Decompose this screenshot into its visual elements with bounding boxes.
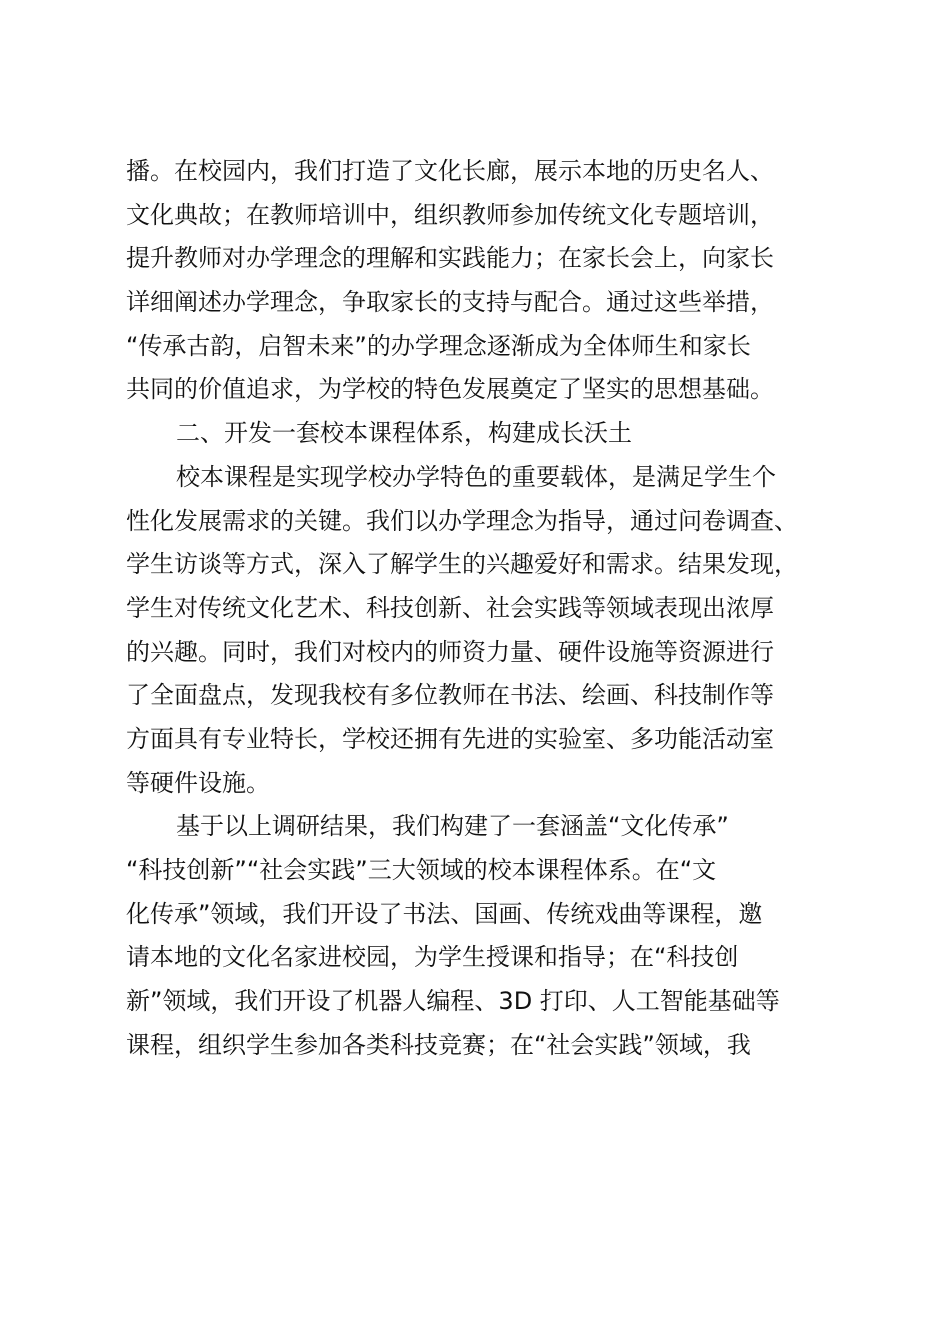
paragraph-line: 学生访谈等方式，深入了解学生的兴趣爱好和需求。结果发现， (126, 550, 798, 579)
paragraph-line: 新”领域，我们开设了机器人编程、3D 打印、人工智能基础等 (126, 987, 780, 1016)
section-heading: 二、开发一套校本课程体系，构建成长沃土 (176, 419, 632, 448)
paragraph-line: 化传承”领域，我们开设了书法、国画、传统戏曲等课程，邀 (126, 899, 763, 928)
paragraph-1 (126, 150, 834, 412)
paragraph-line: 共同的价值追求，为学校的特色发展奠定了坚实的思想基础。 (126, 375, 774, 404)
paragraph-line: 请本地的文化名家进校园，为学生授课和指导；在“科技创 (126, 943, 739, 972)
paragraph-line: 基于以上调研结果，我们构建了一套涵盖“文化传承” (176, 812, 729, 841)
paragraph-line: “科技创新”“社会实践”三大领域的校本课程体系。在“文 (126, 856, 717, 884)
paragraph-3 (126, 805, 834, 1067)
paragraph-line: 等硬件设施。 (126, 768, 270, 797)
paragraph-line: 学生对传统文化艺术、科技创新、社会实践等领域表现出浓厚 (126, 593, 774, 622)
paragraph-line: 方面具有专业特长，学校还拥有先进的实验室、多功能活动室 (126, 724, 774, 753)
paragraph-line: 提升教师对办学理念的理解和实践能力；在家长会上，向家长 (126, 244, 774, 273)
paragraph-2 (126, 456, 834, 806)
paragraph-line: 详细阐述办学理念，争取家长的支持与配合。通过这些举措， (126, 288, 774, 317)
paragraph-line: 性化发展需求的关键。我们以办学理念为指导，通过问卷调查、 (126, 506, 798, 535)
paragraph-line: 文化典故；在教师培训中，组织教师参加传统文化专题培训， (126, 200, 774, 229)
paragraph-line: 的兴趣。同时，我们对校内的师资力量、硬件设施等资源进行 (126, 637, 774, 666)
document-body (126, 150, 834, 1067)
paragraph-line: 播。在校园内，我们打造了文化长廊，展示本地的历史名人、 (126, 157, 774, 185)
paragraph-line: 课程，组织学生参加各类科技竞赛；在“社会实践”领域，我 (126, 1030, 751, 1059)
paragraph-line: 校本课程是实现学校办学特色的重要载体，是满足学生个 (176, 462, 776, 491)
paragraph-line: 了全面盘点，发现我校有多位教师在书法、绘画、科技制作等 (126, 681, 774, 710)
paragraph-line: “传承古韵，启智未来”的办学理念逐渐成为全体师生和家长 (126, 331, 751, 360)
